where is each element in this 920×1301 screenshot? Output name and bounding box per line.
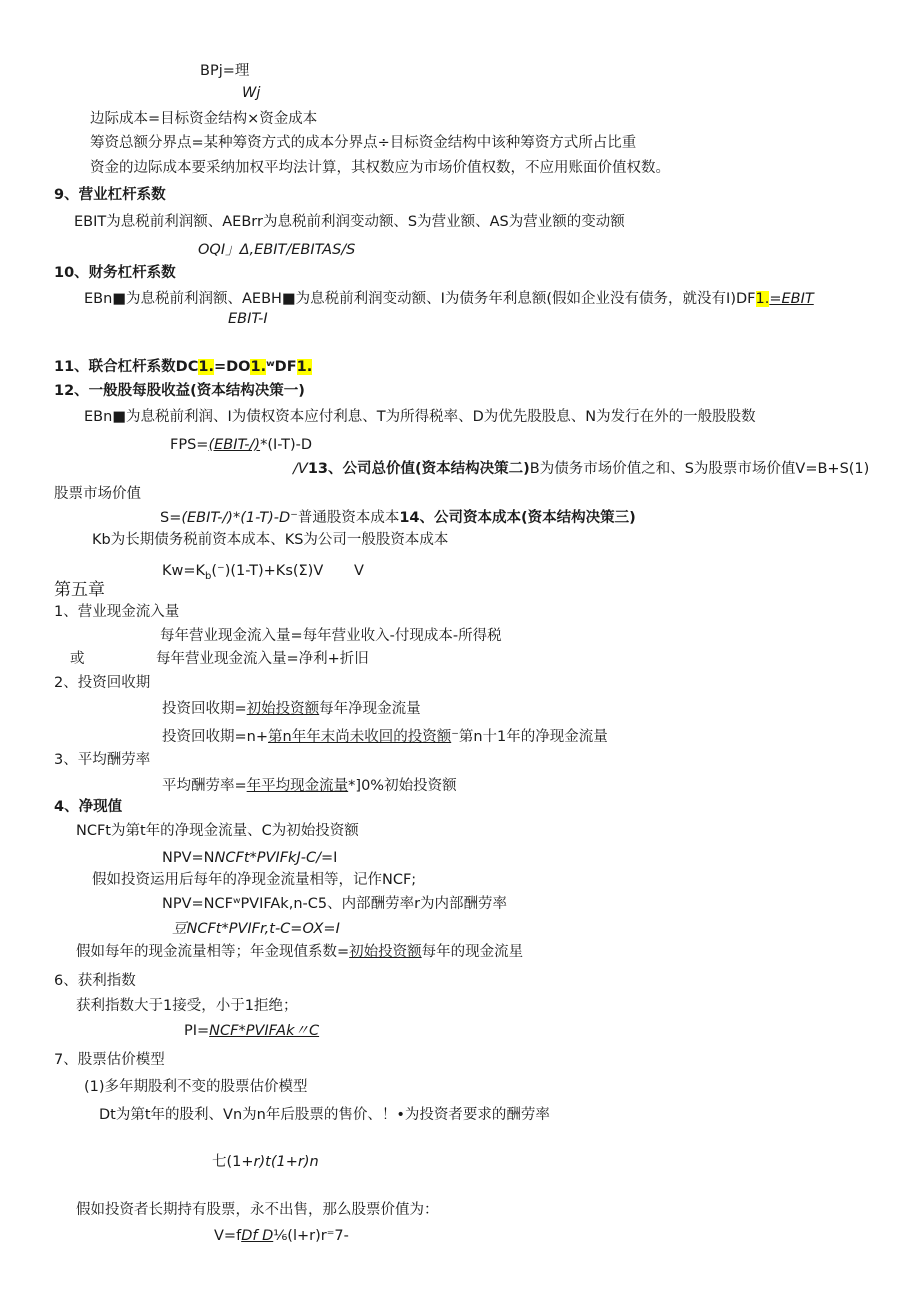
text-dt-def: Dt为第t年的股利、Vn为n年后股票的售价、！•为投资者要求的酬劳率 <box>99 1107 550 1123</box>
text-breakpoint: 筹资总额分界点=某种筹资方式的成本分界点÷目标资金结构中该种筹资方式所占比重 <box>90 135 637 151</box>
formula-arr-rest: *]0%初始投资额 <box>348 778 457 794</box>
heading-ch5-4: 4、净现值 <box>54 799 123 815</box>
text-stock-value: 股票市场价值 <box>54 486 141 502</box>
formula-stock-1 <box>212 1152 319 1172</box>
text-marginal-cost: 边际成本=目标资金结构×资金成本 <box>90 111 318 127</box>
formula-arr-num: 年平均现金流量 <box>246 778 349 794</box>
formula-kw <box>162 561 323 587</box>
text-eps-def: EBn■为息税前利润、I为债权资本应付利息、T为所得税率、D为优先股股息、N为发行在外的一般股股数 <box>84 409 756 425</box>
formula-kw-a: Kw=K <box>162 563 206 579</box>
text-annuity-den: 每年的现金流星 <box>421 944 524 960</box>
text-14-line <box>160 508 636 528</box>
formula-eps-lhs: FPS= <box>170 437 209 453</box>
formula-stock2-c: ⅙(l+r)r⁼7- <box>273 1228 349 1244</box>
text-dfl-main: EBn■为息税前利润额、AEBH■为息税前利润变动额、I为债务年利息额(假如企业没有债务，就没有I)DF <box>84 291 756 307</box>
text-pi-rule: 获利指数大于1接受，小于1拒绝； <box>76 998 298 1014</box>
formula-payback-lhs: 投资回收期= <box>162 701 247 717</box>
formula-npv-2: NPV=NCFʷPVIFAk,n-C5、内部酬劳率r为内部酬劳率 <box>162 896 508 912</box>
highlight-mark: 1. <box>296 359 313 375</box>
formula-arr-lhs: 平均酬劳率= <box>162 778 247 794</box>
formula-wj: Wj <box>242 85 261 101</box>
heading-12: 12、一般股每股收益(资本结构决策一) <box>54 383 305 399</box>
formula-pi-lhs: PI= <box>184 1023 210 1039</box>
formula-s: S= <box>160 510 182 526</box>
heading-ch5-2: 2、投资回收期 <box>54 675 151 691</box>
text-do: =DO <box>213 359 251 375</box>
formula-arr <box>162 776 457 796</box>
highlight-mark: 1. <box>198 359 214 375</box>
formula-stock-b: r)t(1+r)n <box>253 1154 319 1170</box>
formula-ncf-1: 每年营业现金流入量=每年营业收入-付现成本-所得税 <box>160 628 502 644</box>
formula-stock-a: 七(1+ <box>212 1154 254 1170</box>
formula-payback2-den: ⁻第n十1年的净现金流量 <box>451 729 608 745</box>
formula-ebit-i: EBIT-I <box>228 311 268 327</box>
text-model-1: (1)多年期股利不变的股票估价模型 <box>84 1079 308 1095</box>
text-kb-def: Kb为长期债务税前资本成本、KS为公司一般股资本成本 <box>92 532 449 548</box>
formula-s-num: (EBIT-/)*(1-T)-D <box>181 510 291 526</box>
formula-kw-v: V <box>354 563 364 579</box>
text-dcl: 11、联合杠杆系数DC <box>54 359 199 375</box>
formula-eps-rest: *(I-T)-D <box>260 437 313 453</box>
text-13-line <box>293 459 869 479</box>
formula-eps <box>170 435 312 455</box>
heading-13: 13、公司总价值(资本结构决策二) <box>307 461 530 477</box>
text-marginal-weight: 资金的边际成本要采纳加权平均法计算，其权数应为市场价值权数，不应用账面价值权数。 <box>90 160 670 176</box>
heading-ch5-1: 1、营业现金流入量 <box>54 604 180 620</box>
formula-npv-end: =I <box>320 850 338 866</box>
text-ncft-def: NCFt为第t年的净现金流量、C为初始投资额 <box>76 823 359 839</box>
heading-ch5-3: 3、平均酬劳率 <box>54 752 151 768</box>
formula-payback-num: 初始投资额 <box>246 701 320 717</box>
text-ebit-def: EBIT为息税前利润额、AEBrr为息税前利润变动额、S为营业额、AS为营业额的变动额 <box>74 214 625 230</box>
formula-payback-2 <box>162 727 608 747</box>
text-hold-forever: 假如投资者长期持有股票，永不出售，那么股票价值为： <box>76 1202 439 1218</box>
formula-kw-sub: b <box>205 570 212 582</box>
heading-14: 14、公司资本成本(资本结构决策三) <box>399 510 636 526</box>
formula-kw-c: (⁻)(1-T)+Ks(Σ)V <box>211 563 324 579</box>
highlight-mark: 1. <box>755 291 770 307</box>
text-annuity-lhs: 假如每年的现金流量相等；年金现值系数= <box>76 944 350 960</box>
formula-pi <box>184 1021 319 1041</box>
formula-n: /V <box>293 461 308 477</box>
heading-9: 9、营业杠杆系数 <box>54 187 166 203</box>
formula-dol: OQI」Δ,EBIT/EBITAS/S <box>198 242 356 258</box>
text-v-def: B为债务市场价值之和、S为股票市场价值V=B+S(1) <box>529 461 870 477</box>
text-annuity-num: 初始投资额 <box>349 944 422 960</box>
formula-stock-2 <box>214 1226 349 1246</box>
formula-stock2-b: Df D <box>241 1228 274 1244</box>
formula-eps-num: (EBIT-/) <box>208 437 261 453</box>
formula-irr: 豆NCFt*PVIFr,t-C=OX=I <box>172 921 340 937</box>
text-df: ʷDF <box>266 359 297 375</box>
text-dfl-def <box>84 289 814 309</box>
text-or: 或 <box>70 651 85 667</box>
formula-ebit: =EBIT <box>769 291 814 307</box>
text-common-cost: ⁻普通股资本成本 <box>290 510 400 526</box>
formula-payback2-num: 第n年年末尚未收回的投资额 <box>268 729 452 745</box>
heading-11 <box>54 357 312 377</box>
formula-npv-lhs: NPV=N <box>162 850 215 866</box>
formula-npv-body: NCFt*PVIFkJ-C/ <box>214 850 321 866</box>
heading-ch5-6: 6、获利指数 <box>54 973 136 989</box>
text-annuity <box>76 942 523 962</box>
formula-payback-1 <box>162 699 421 719</box>
highlight-mark: 1. <box>250 359 267 375</box>
chapter-title: 第五章 <box>54 580 105 600</box>
formula-ncf-2: 每年营业现金流入量=净利+折旧 <box>156 651 369 667</box>
heading-ch5-7: 7、股票估价模型 <box>54 1052 165 1068</box>
formula-pi-body: NCF*PVIFAk〃C <box>209 1023 320 1039</box>
formula-bpj: BPj=理 <box>200 63 250 79</box>
formula-stock2-a: V=f <box>214 1228 242 1244</box>
text-npv-equal: 假如投资运用后每年的净现金流量相等，记作NCF; <box>92 872 417 888</box>
formula-payback-den: 每年净现金流量 <box>319 701 421 717</box>
formula-npv-1 <box>162 848 337 868</box>
heading-10: 10、财务杠杆系数 <box>54 265 176 281</box>
formula-payback2-lhs: 投资回收期=n+ <box>162 729 268 745</box>
